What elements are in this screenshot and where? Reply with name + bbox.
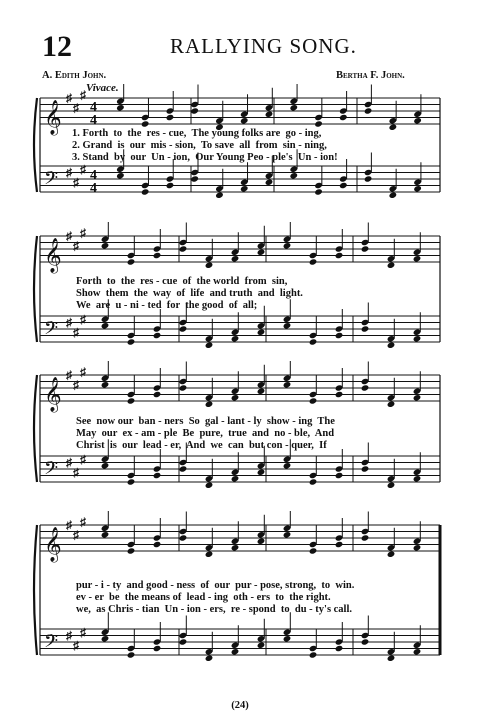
page-number: (24): [231, 700, 249, 711]
svg-text:♯: ♯: [73, 100, 79, 115]
svg-text:♯: ♯: [80, 452, 86, 467]
svg-text:♯: ♯: [66, 368, 72, 382]
time-signature: 4: [90, 181, 97, 196]
bass-staff: [40, 316, 440, 342]
svg-text:♯: ♯: [73, 325, 79, 340]
treble-clef-icon: 𝄞: [44, 528, 62, 561]
composer-credit: Bertha F. John.: [336, 70, 405, 81]
brace: [34, 525, 37, 655]
lyric-line: 3. Stand by our Un - ion, Our Young Peo - ple's Un - ion!: [72, 152, 338, 163]
bass-staff: [40, 456, 440, 482]
tempo-marking: Vivace.: [86, 82, 119, 94]
svg-text:♯: ♯: [66, 165, 72, 180]
svg-text:♯: ♯: [73, 238, 79, 253]
brace: [34, 98, 37, 192]
treble-staff: [40, 375, 440, 401]
lyric-line: ev - er be the means of lead - ing oth - ers to the right.: [76, 592, 331, 603]
svg-text:♯: ♯: [73, 377, 79, 392]
lyric-line: 1. Forth to the res - cue, The young folks are go - ing,: [72, 128, 322, 139]
lyricist-credit: A. Edith John.: [42, 70, 107, 81]
lyric-line: pur - i - ty and good - ness of our pur - pose, strong, to win.: [76, 580, 355, 591]
treble-staff: [40, 525, 440, 551]
treble-staff: [40, 98, 440, 124]
svg-text:♯: ♯: [80, 225, 86, 240]
lyric-line: See now our ban - ners So gal - lant - ly show - ing The: [76, 416, 335, 427]
hymn-title: RALLYING SONG.: [170, 34, 357, 58]
lyric-line: Forth to the res - cue of the world from sin,: [76, 276, 288, 287]
time-signature: 4: [90, 113, 97, 128]
lyric-line: Show them the way of life and truth and light.: [76, 288, 303, 299]
lyric-line: we, as Chris - tian Un - ion - ers, re - spond to du - ty's call.: [76, 604, 353, 615]
svg-text:♯: ♯: [80, 625, 86, 640]
notes: [101, 612, 422, 662]
bass-clef-icon: 𝄢: [44, 630, 59, 656]
svg-text:♯: ♯: [73, 175, 79, 190]
bass-clef-icon: 𝄢: [44, 317, 59, 343]
svg-text:♯: ♯: [80, 514, 86, 529]
svg-text:♯: ♯: [66, 91, 72, 105]
svg-text:♯: ♯: [66, 455, 72, 470]
brace: [34, 236, 37, 342]
svg-text:♯: ♯: [80, 87, 86, 102]
lyric-line: We are u - ni - ted for the good of all;: [76, 300, 258, 311]
svg-text:♯: ♯: [80, 162, 86, 177]
lyric-line: 2. Grand is our mis - sion, To save all from sin - ning,: [72, 140, 327, 151]
bass-clef-icon: 𝄢: [44, 167, 59, 193]
svg-text:♯: ♯: [80, 364, 86, 379]
time-signature: 4: [90, 100, 97, 115]
svg-text:♯: ♯: [66, 628, 72, 643]
treble-clef-icon: 𝄞: [44, 101, 62, 134]
svg-text:♯: ♯: [73, 527, 79, 542]
svg-text:♯: ♯: [66, 518, 72, 532]
treble-clef-icon: 𝄞: [44, 378, 62, 411]
treble-staff: [40, 236, 440, 262]
svg-text:♯: ♯: [80, 312, 86, 327]
bass-staff: [40, 166, 440, 192]
time-signature: 4: [90, 168, 97, 183]
bass-clef-icon: 𝄢: [44, 457, 59, 483]
svg-text:♯: ♯: [73, 465, 79, 480]
svg-text:♯: ♯: [66, 229, 72, 243]
hymn-number: 12: [42, 30, 72, 63]
lyric-line: May our ex - am - ple Be pure, true and no - ble, And: [76, 428, 335, 439]
treble-clef-icon: 𝄞: [44, 239, 62, 272]
bass-staff: [40, 629, 440, 655]
svg-text:♯: ♯: [66, 315, 72, 330]
lyric-line: Christ is our lead - er, And we can but con - quer, If: [76, 440, 327, 451]
brace: [34, 375, 37, 482]
svg-text:♯: ♯: [73, 638, 79, 653]
